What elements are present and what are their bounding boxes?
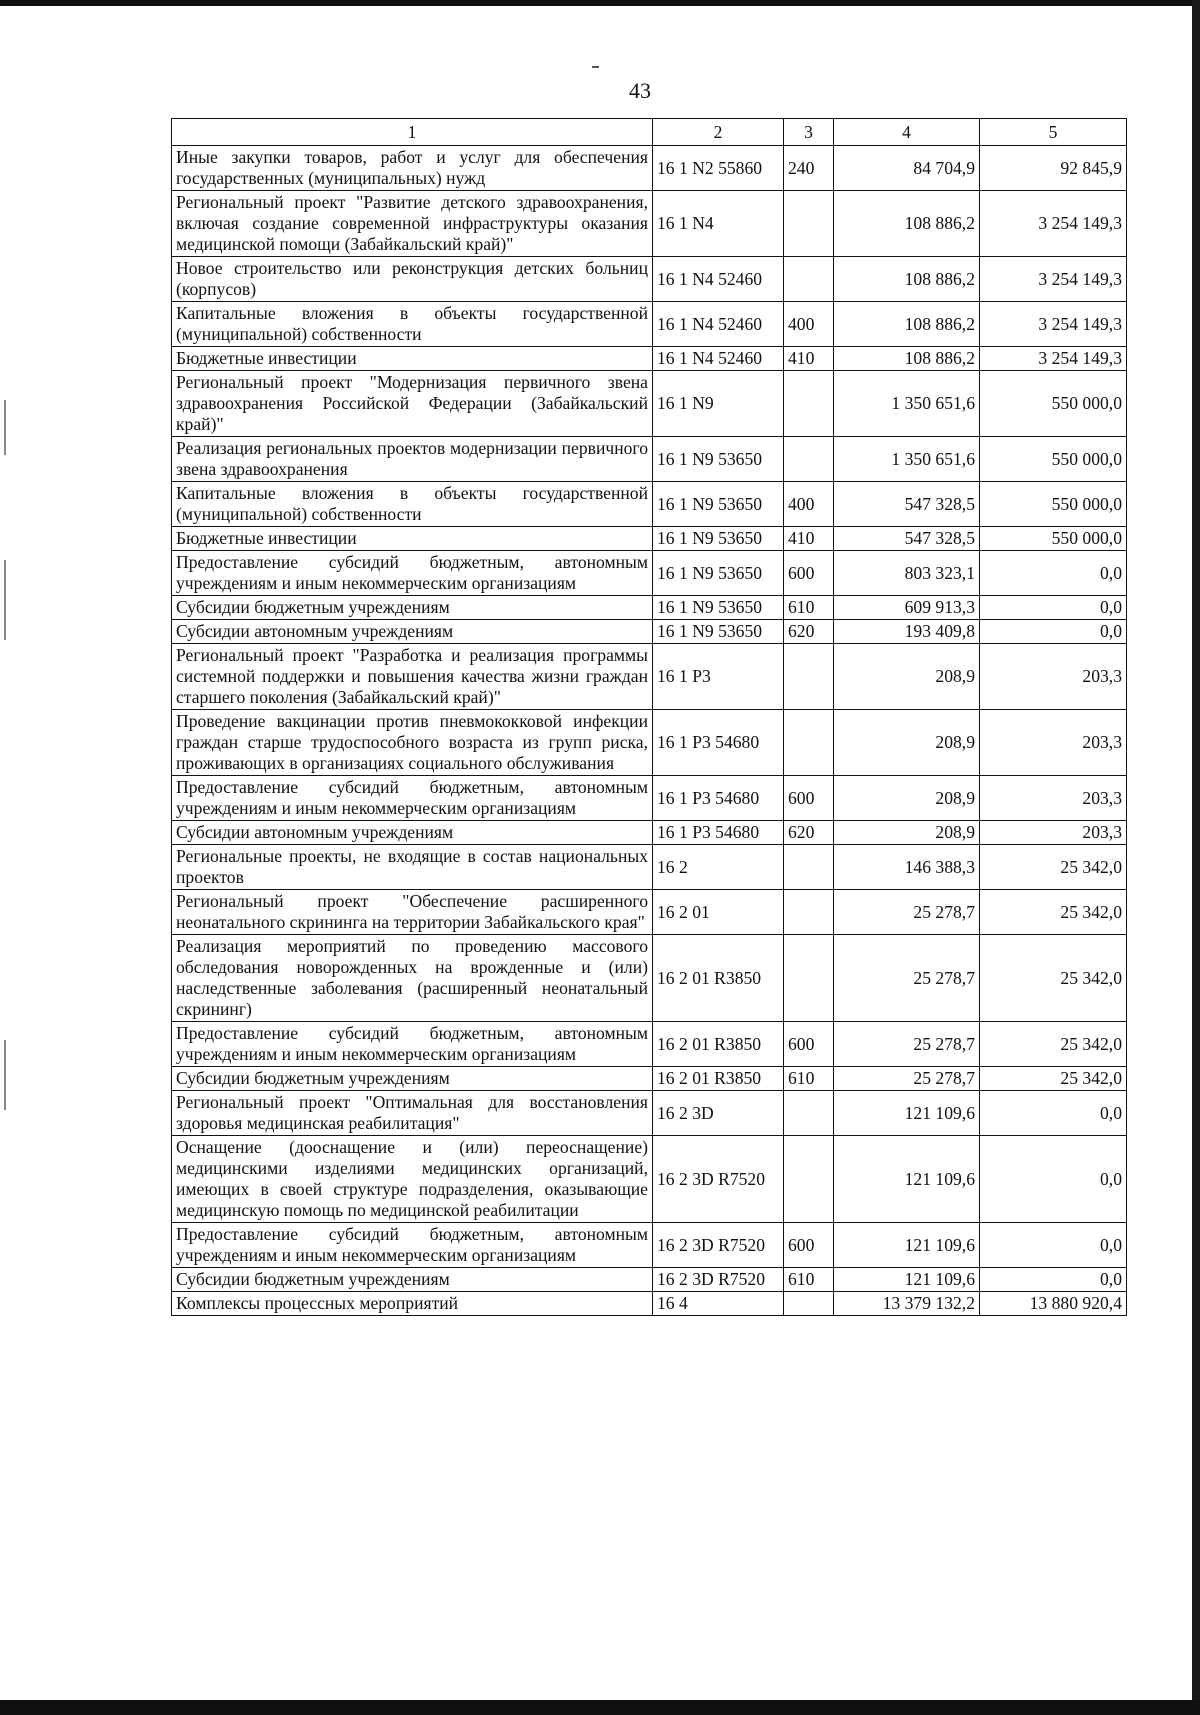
row-name-cell: Региональный проект "Обеспечение расширенного неонатального скрининга на территории Забайкальского края"	[172, 890, 653, 935]
row-name-cell: Иные закупки товаров, работ и услуг для обеспечения государственных (муниципальных) нужд	[172, 146, 653, 191]
row-amount-1-cell: 25 278,7	[834, 890, 980, 935]
row-amount-2-cell: 92 845,9	[980, 146, 1127, 191]
row-name-cell: Капитальные вложения в объекты государственной (муниципальной) собственности	[172, 482, 653, 527]
row-amount-2-cell: 203,3	[980, 776, 1127, 821]
row-amount-1-cell: 121 109,6	[834, 1091, 980, 1136]
row-amount-1-cell: 108 886,2	[834, 302, 980, 347]
row-kind-cell	[784, 437, 834, 482]
table-row	[172, 1091, 1127, 1136]
row-kind-cell	[784, 371, 834, 437]
row-kind-cell: 610	[784, 596, 834, 620]
table-row	[172, 1292, 1127, 1316]
row-name-cell: Субсидии бюджетным учреждениям	[172, 1067, 653, 1091]
row-amount-2-cell: 203,3	[980, 710, 1127, 776]
scan-speck	[592, 66, 599, 68]
row-amount-2-cell: 0,0	[980, 1223, 1127, 1268]
scan-margin-mark	[4, 560, 6, 640]
row-amount-2-cell: 0,0	[980, 620, 1127, 644]
row-amount-1-cell: 108 886,2	[834, 347, 980, 371]
row-name-cell: Реализация региональных проектов модернизации первичного звена здравоохранения	[172, 437, 653, 482]
table-row	[172, 596, 1127, 620]
row-amount-1-cell: 547 328,5	[834, 482, 980, 527]
row-code-cell: 16 1 P3 54680	[653, 776, 784, 821]
row-name-cell: Новое строительство или реконструкция детских больниц (корпусов)	[172, 257, 653, 302]
row-code-cell: 16 1 N9 53650	[653, 620, 784, 644]
row-name-cell: Реализация мероприятий по проведению массового обследования новорожденных на врожденные и (или) наследственные заболевания (расширенный неонатальный скрининг)	[172, 935, 653, 1022]
row-amount-2-cell: 550 000,0	[980, 482, 1127, 527]
row-code-cell: 16 1 N9 53650	[653, 437, 784, 482]
budget-table	[171, 118, 1127, 1316]
row-code-cell: 16 2 3D	[653, 1091, 784, 1136]
row-amount-1-cell: 208,9	[834, 710, 980, 776]
row-code-cell: 16 2 3D R7520	[653, 1223, 784, 1268]
row-code-cell: 16 1 N4	[653, 191, 784, 257]
row-amount-1-cell: 208,9	[834, 644, 980, 710]
table-row	[172, 776, 1127, 821]
row-kind-cell: 600	[784, 1223, 834, 1268]
row-amount-1-cell: 609 913,3	[834, 596, 980, 620]
row-kind-cell	[784, 257, 834, 302]
row-kind-cell	[784, 890, 834, 935]
row-kind-cell	[784, 1292, 834, 1316]
row-code-cell: 16 1 N4 52460	[653, 347, 784, 371]
row-kind-cell: 610	[784, 1067, 834, 1091]
row-amount-2-cell: 25 342,0	[980, 890, 1127, 935]
row-amount-2-cell: 3 254 149,3	[980, 347, 1127, 371]
table-row	[172, 1268, 1127, 1292]
row-amount-1-cell: 25 278,7	[834, 1022, 980, 1067]
row-kind-cell: 620	[784, 821, 834, 845]
row-amount-1-cell: 208,9	[834, 821, 980, 845]
row-amount-2-cell: 0,0	[980, 1268, 1127, 1292]
table-row	[172, 890, 1127, 935]
row-kind-cell	[784, 644, 834, 710]
table-row	[172, 257, 1127, 302]
table-row	[172, 620, 1127, 644]
row-amount-1-cell: 13 379 132,2	[834, 1292, 980, 1316]
row-name-cell: Региональный проект "Разработка и реализация программы системной поддержки и повышения качества жизни граждан старшего поколения (Забайкальский край)"	[172, 644, 653, 710]
row-amount-1-cell: 121 109,6	[834, 1136, 980, 1223]
scan-edge-right	[1192, 0, 1200, 1715]
row-amount-1-cell: 25 278,7	[834, 935, 980, 1022]
row-kind-cell	[784, 845, 834, 890]
row-amount-1-cell: 193 409,8	[834, 620, 980, 644]
page-number: 43	[629, 78, 651, 103]
row-amount-1-cell: 84 704,9	[834, 146, 980, 191]
row-name-cell: Предоставление субсидий бюджетным, автономным учреждениям и иным некоммерческим организациям	[172, 1022, 653, 1067]
column-header-amount-2: 5	[980, 119, 1127, 146]
row-name-cell: Субсидии автономным учреждениям	[172, 821, 653, 845]
row-amount-2-cell: 3 254 149,3	[980, 302, 1127, 347]
row-kind-cell: 410	[784, 347, 834, 371]
row-amount-1-cell: 108 886,2	[834, 191, 980, 257]
table-header-row	[172, 119, 1127, 146]
table-row	[172, 935, 1127, 1022]
row-name-cell: Субсидии автономным учреждениям	[172, 620, 653, 644]
row-code-cell: 16 2 01 R3850	[653, 1022, 784, 1067]
row-name-cell: Бюджетные инвестиции	[172, 527, 653, 551]
table-row	[172, 551, 1127, 596]
row-code-cell: 16 4	[653, 1292, 784, 1316]
row-kind-cell: 600	[784, 551, 834, 596]
row-amount-2-cell: 3 254 149,3	[980, 191, 1127, 257]
row-code-cell: 16 1 N9 53650	[653, 551, 784, 596]
row-amount-2-cell: 0,0	[980, 1091, 1127, 1136]
row-name-cell: Субсидии бюджетным учреждениям	[172, 596, 653, 620]
column-header-code: 2	[653, 119, 784, 146]
row-amount-2-cell: 3 254 149,3	[980, 257, 1127, 302]
row-kind-cell: 400	[784, 482, 834, 527]
row-amount-2-cell: 550 000,0	[980, 527, 1127, 551]
row-amount-1-cell: 25 278,7	[834, 1067, 980, 1091]
table-row	[172, 437, 1127, 482]
row-amount-1-cell: 1 350 651,6	[834, 371, 980, 437]
row-kind-cell: 620	[784, 620, 834, 644]
row-kind-cell: 240	[784, 146, 834, 191]
row-name-cell: Бюджетные инвестиции	[172, 347, 653, 371]
row-amount-1-cell: 108 886,2	[834, 257, 980, 302]
row-amount-2-cell: 25 342,0	[980, 935, 1127, 1022]
row-amount-2-cell: 25 342,0	[980, 845, 1127, 890]
row-code-cell: 16 1 N9 53650	[653, 596, 784, 620]
table-row	[172, 371, 1127, 437]
row-amount-2-cell: 25 342,0	[980, 1022, 1127, 1067]
table-row	[172, 845, 1127, 890]
table-row	[172, 710, 1127, 776]
row-name-cell: Капитальные вложения в объекты государственной (муниципальной) собственности	[172, 302, 653, 347]
scan-margin-mark	[4, 1040, 6, 1110]
row-code-cell: 16 1 N4 52460	[653, 302, 784, 347]
row-amount-2-cell: 203,3	[980, 821, 1127, 845]
row-code-cell: 16 2 3D R7520	[653, 1268, 784, 1292]
row-amount-2-cell: 550 000,0	[980, 371, 1127, 437]
table-row	[172, 191, 1127, 257]
row-name-cell: Проведение вакцинации против пневмококковой инфекции граждан старше трудоспособного возраста из групп риска, проживающих в организациях социального обслуживания	[172, 710, 653, 776]
row-name-cell: Региональный проект "Развитие детского здравоохранения, включая создание современной инфраструктуры оказания медицинской помощи (Забайкальский край)"	[172, 191, 653, 257]
row-amount-2-cell: 13 880 920,4	[980, 1292, 1127, 1316]
row-code-cell: 16 2	[653, 845, 784, 890]
row-amount-1-cell: 146 388,3	[834, 845, 980, 890]
scan-edge-top	[0, 0, 1200, 6]
table-row	[172, 1223, 1127, 1268]
row-kind-cell: 400	[784, 302, 834, 347]
table-row	[172, 1022, 1127, 1067]
row-code-cell: 16 2 01	[653, 890, 784, 935]
row-kind-cell: 600	[784, 1022, 834, 1067]
row-code-cell: 16 2 01 R3850	[653, 1067, 784, 1091]
row-amount-1-cell: 803 323,1	[834, 551, 980, 596]
table-row	[172, 527, 1127, 551]
row-code-cell: 16 1 N9	[653, 371, 784, 437]
table-row	[172, 146, 1127, 191]
row-amount-1-cell: 1 350 651,6	[834, 437, 980, 482]
scan-edge-bottom	[0, 1700, 1200, 1715]
row-amount-2-cell: 0,0	[980, 596, 1127, 620]
table-row	[172, 1136, 1127, 1223]
column-header-name: 1	[172, 119, 653, 146]
row-amount-1-cell: 121 109,6	[834, 1268, 980, 1292]
row-amount-2-cell: 0,0	[980, 1136, 1127, 1223]
column-header-kind: 3	[784, 119, 834, 146]
row-kind-cell	[784, 710, 834, 776]
row-amount-1-cell: 121 109,6	[834, 1223, 980, 1268]
row-name-cell: Региональный проект "Модернизация первичного звена здравоохранения Российской Федерации (Забайкальский край)"	[172, 371, 653, 437]
row-code-cell: 16 1 P3	[653, 644, 784, 710]
table-row	[172, 347, 1127, 371]
row-code-cell: 16 2 3D R7520	[653, 1136, 784, 1223]
row-code-cell: 16 1 N2 55860	[653, 146, 784, 191]
row-kind-cell	[784, 935, 834, 1022]
row-code-cell: 16 1 N9 53650	[653, 482, 784, 527]
table-row	[172, 644, 1127, 710]
row-amount-2-cell: 0,0	[980, 551, 1127, 596]
row-amount-2-cell: 25 342,0	[980, 1067, 1127, 1091]
row-kind-cell	[784, 1091, 834, 1136]
table-row	[172, 302, 1127, 347]
row-kind-cell: 610	[784, 1268, 834, 1292]
column-header-amount-1: 4	[834, 119, 980, 146]
table-row	[172, 482, 1127, 527]
row-code-cell: 16 1 N9 53650	[653, 527, 784, 551]
row-kind-cell	[784, 1136, 834, 1223]
row-name-cell: Предоставление субсидий бюджетным, автономным учреждениям и иным некоммерческим организациям	[172, 776, 653, 821]
row-amount-2-cell: 203,3	[980, 644, 1127, 710]
row-amount-1-cell: 547 328,5	[834, 527, 980, 551]
table-row	[172, 1067, 1127, 1091]
row-amount-2-cell: 550 000,0	[980, 437, 1127, 482]
row-name-cell: Предоставление субсидий бюджетным, автономным учреждениям и иным некоммерческим организациям	[172, 1223, 653, 1268]
row-name-cell: Субсидии бюджетным учреждениям	[172, 1268, 653, 1292]
table-row	[172, 821, 1127, 845]
row-code-cell: 16 1 P3 54680	[653, 821, 784, 845]
row-code-cell: 16 1 N4 52460	[653, 257, 784, 302]
row-code-cell: 16 1 P3 54680	[653, 710, 784, 776]
scan-margin-mark	[4, 400, 6, 455]
row-name-cell: Комплексы процессных мероприятий	[172, 1292, 653, 1316]
row-code-cell: 16 2 01 R3850	[653, 935, 784, 1022]
row-name-cell: Предоставление субсидий бюджетным, автономным учреждениям и иным некоммерческим организациям	[172, 551, 653, 596]
row-kind-cell	[784, 191, 834, 257]
row-name-cell: Региональный проект "Оптимальная для восстановления здоровья медицинская реабилитация"	[172, 1091, 653, 1136]
row-kind-cell: 600	[784, 776, 834, 821]
row-amount-1-cell: 208,9	[834, 776, 980, 821]
row-name-cell: Региональные проекты, не входящие в состав национальных проектов	[172, 845, 653, 890]
row-kind-cell: 410	[784, 527, 834, 551]
row-name-cell: Оснащение (дооснащение и (или) переоснащение) медицинскими изделиями медицинских организаций, имеющих в своей структуре подразделения, оказывающие медицинскую помощь по медицинской реабилитации	[172, 1136, 653, 1223]
